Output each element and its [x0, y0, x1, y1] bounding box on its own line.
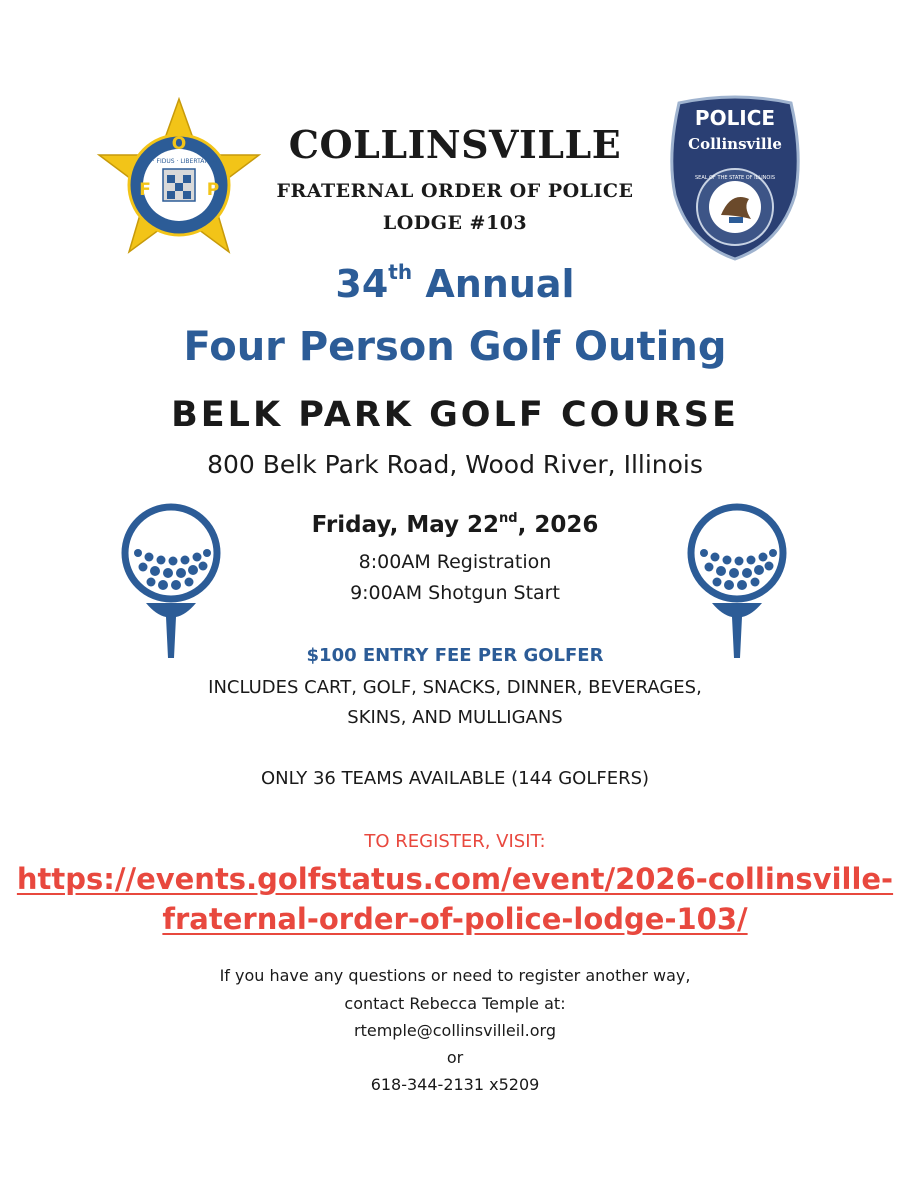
fop-motto: JUS · FIDUS · LIBERTATUM — [140, 158, 218, 165]
lodge-number: LODGE #103 — [382, 212, 528, 234]
org-title: COLLINSVILLE — [288, 122, 622, 167]
register-label: TO REGISTER, VISIT: — [364, 831, 546, 852]
golf-ball-on-tee-icon — [682, 503, 792, 663]
police-badge-icon — [665, 95, 805, 263]
contact-name: contact Rebecca Temple at: — [344, 994, 566, 1013]
contact-intro: If you have any questions or need to register another way, — [219, 966, 691, 985]
date-prefix: Friday, May 22 — [311, 512, 500, 538]
annual-number: 34 — [335, 262, 389, 306]
annual-heading — [0, 262, 910, 306]
event-title: Four Person Golf Outing — [183, 324, 727, 370]
golf-ball-on-tee-icon — [116, 503, 226, 663]
badge-city-text: Collinsville — [688, 135, 782, 153]
shotgun-start-time: 9:00AM Shotgun Start — [350, 582, 560, 604]
registration-time: 8:00AM Registration — [358, 551, 552, 573]
fop-letter-p: P — [206, 180, 220, 200]
badge-seal-text: SEAL OF THE STATE OF ILLINOIS — [694, 175, 776, 181]
date-suffix: nd — [499, 511, 518, 526]
entry-fee: $100 ENTRY FEE PER GOLFER — [306, 645, 604, 666]
date-year: , 2026 — [517, 512, 599, 538]
contact-phone[interactable]: 618-344-2131 x5209 — [370, 1075, 540, 1094]
course-name: BELK PARK GOLF COURSE — [171, 395, 739, 435]
fop-letter-o: O — [171, 134, 187, 154]
includes-line-2: SKINS, AND MULLIGANS — [347, 707, 563, 728]
registration-link-line-1[interactable]: https://events.golfstatus.com/event/2026-collinsville- — [16, 862, 894, 896]
badge-police-text: POLICE — [694, 106, 776, 130]
annual-suffix: th — [388, 260, 413, 284]
annual-word: Annual — [425, 262, 575, 306]
course-address: 800 Belk Park Road, Wood River, Illinois — [207, 450, 703, 479]
org-subtitle: FRATERNAL ORDER OF POLICE — [276, 180, 634, 202]
contact-or: or — [446, 1048, 464, 1067]
contact-email[interactable]: rtemple@collinsvilleil.org — [354, 1021, 556, 1040]
includes-line-1: INCLUDES CART, GOLF, SNACKS, DINNER, BEVERAGES, — [208, 677, 702, 698]
fop-letter-f: F — [139, 180, 151, 200]
teams-available: ONLY 36 TEAMS AVAILABLE (144 GOLFERS) — [260, 768, 650, 789]
registration-link-line-2[interactable]: fraternal-order-of-police-lodge-103/ — [162, 902, 748, 936]
